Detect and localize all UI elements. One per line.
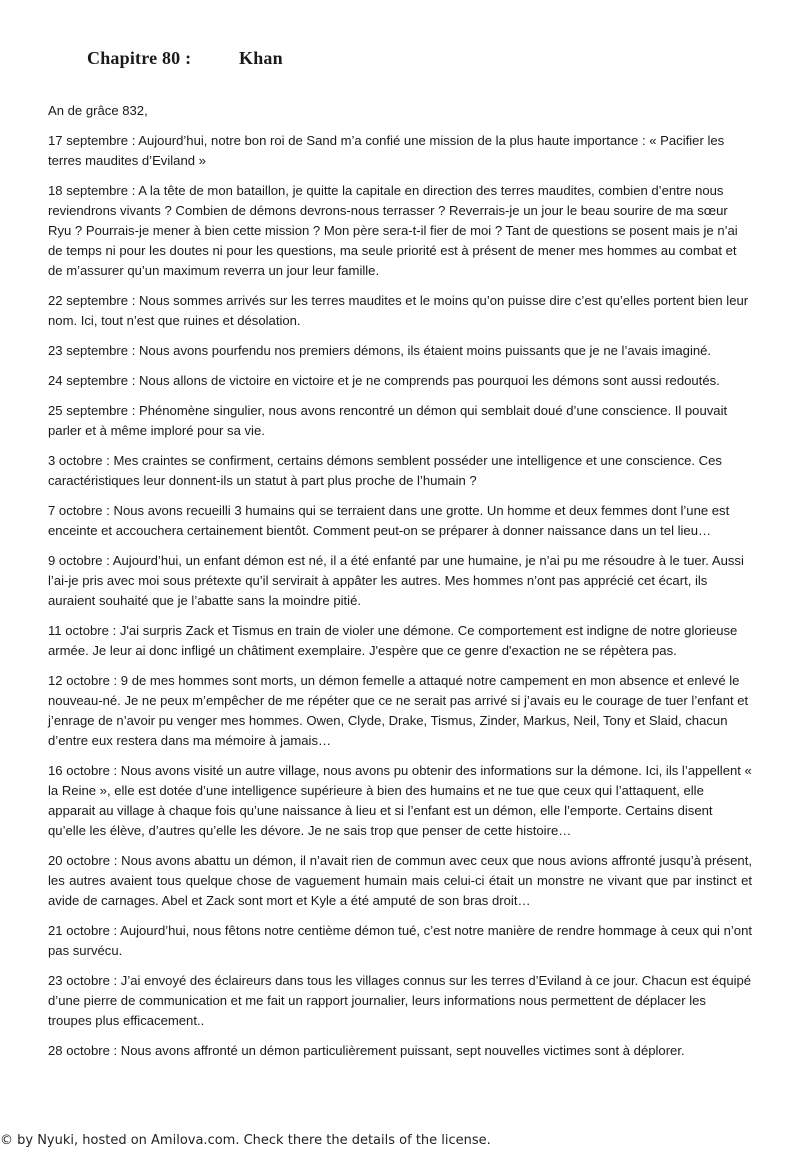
license-footer: © by Nyuki, hosted on Amilova.com. Check there the details of the license. [0, 1133, 491, 1148]
journal-entry-year: An de grâce 832, [48, 103, 148, 118]
journal-entry: 25 septembre : Phénomène singulier, nous avons rencontré un démon qui semblait doué d’une conscience. Il pouvait parler et à même imploré pour sa vie. [48, 403, 728, 438]
journal-entry: 20 octobre : Nous avons abattu un démon, il n’avait rien de commun avec ceux que nous avions affronté jusqu’à présent, les autres avaient tous quelque chose de vaguement humain mais celui-ci était un monstre ne vivant que par instinct et avide de carnages. Abel et Zack sont mort et Kyle a été amputé de son bras droit… [48, 853, 752, 908]
journal-entry: 12 octobre : 9 de mes hommes sont morts, un démon femelle a attaqué notre campement en mon absence et enlevé le nouveau-né. Je ne peux m’empêcher de me répéter que ce ne serait pas arrivé si j’avais eu le courage de tuer l’enfant et j’enrage de n’avoir pu venger mes hommes. Owen, Clyde, Drake, Tismus, Zinder, Markus, Neil, Tony et Slaid, chacun d’entre eux restera dans ma mémoire à jamais… [48, 673, 749, 748]
journal-entry: 23 septembre : Nous avons pourfendu nos premiers démons, ils étaient moins puissants que je ne l’avais imaginé. [48, 343, 712, 358]
journal-entry: 16 octobre : Nous avons visité un autre village, nous avons pu obtenir des informations sur la démone. Ici, ils l’appellent « la Reine », elle est dotée d’une intelligence supérieure à bien des humains et ne tue que ceux qui l’attaquent, elle apparait au village à chaque fois qu’une naissance à lieu et si l’enfant est un démon, elle l’emporte. Certains disent qu’elle les élève, d’autres qu’elle les dévore. Je ne sais trop que penser de cette histoire… [48, 763, 752, 838]
journal-entry: 22 septembre : Nous sommes arrivés sur les terres maudites et le moins qu’on puisse dire c’est qu’elles portent bien leur nom. Ici, tout n’est que ruines et désolation. [48, 293, 749, 328]
journal-entry: 3 octobre : Mes craintes se confirment, certains démons semblent posséder une intelligence et une conscience. Ces caractéristiques leur donnent-ils un statut à part plus proche de l’humain ? [48, 453, 722, 488]
journal-entry: 18 septembre : A la tête de mon bataillon, je quitte la capitale en direction des terres maudites, combien d’entre nous reviendrons vivants ? Combien de démons devrons-nous terrasser ? Reverrais-je un jour le beau sourire de ma sœur Ryu ? Pourrais-je mener à bien cette mission ? Mon père sera-t-il fier de moi ? Tant de questions se posent mais je n’ai de temps ni pour les doutes ni pour les questions, ma seule priorité est à présent de mener mes hommes au combat et de m’assurer qu’un maximum reverra un jour leur famille. [48, 183, 738, 278]
chapter-title: Khan [239, 48, 283, 68]
journal-body [48, 101, 752, 1071]
journal-entry: 9 octobre : Aujourd’hui, un enfant démon est né, il a été enfanté par une humaine, je n’ai pu me résoudre à le tuer. Aussi l’ai-je pris avec moi sous prétexte qu’il servirait à appâter les autres. Mes hommes n’ont pas apprécié cet écart, ils auraient souhaité que je l’abatte sans la moindre pitié. [48, 553, 744, 608]
journal-entry: 11 octobre : J'ai surpris Zack et Tismus en train de violer une démone. Ce comportement est indigne de notre glorieuse armée. Je leur ai donc infligé un châtiment exemplaire. J'espère que ce genre d'exaction ne se répètera pas. [48, 623, 738, 658]
chapter-heading [87, 48, 283, 69]
journal-entry: 17 septembre : Aujourd’hui, notre bon roi de Sand m’a confié une mission de la plus haute importance : « Pacifier les terres maudites d’Eviland » [48, 133, 725, 168]
journal-entry: 28 octobre : Nous avons affronté un démon particulièrement puissant, sept nouvelles victimes sont à déplorer. [48, 1043, 685, 1058]
journal-entry: 7 octobre : Nous avons recueilli 3 humains qui se terraient dans une grotte. Un homme et deux femmes dont l’une est enceinte et accouchera certainement bientôt. Comment peut-on se préparer à donner naissance dans un tel lieu… [48, 503, 730, 538]
journal-entry: 23 octobre : J’ai envoyé des éclaireurs dans tous les villages connus sur les terres d’Eviland à ce jour. Chacun est équipé d’une pierre de communication et me fait un rapport journalier, leurs informations nous permettent de déplacer les troupes plus efficacement.. [48, 973, 752, 1028]
journal-entry: 24 septembre : Nous allons de victoire en victoire et je ne comprends pas pourquoi les démons sont aussi redoutés. [48, 373, 720, 388]
journal-entry: 21 octobre : Aujourd’hui, nous fêtons notre centième démon tué, c’est notre manière de rendre hommage à ceux qui n’ont pas survécu. [48, 923, 752, 958]
chapter-number: Chapitre 80 : [87, 48, 192, 68]
